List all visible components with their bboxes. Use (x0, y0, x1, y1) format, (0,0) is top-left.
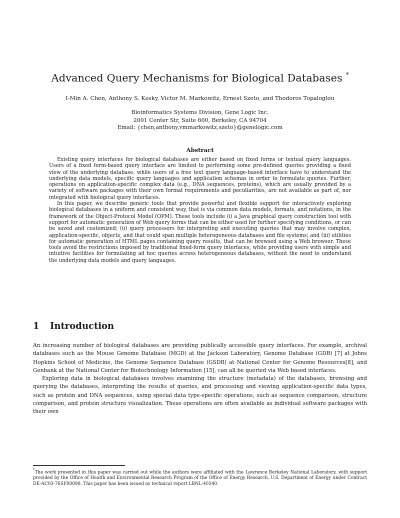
footnote (33, 468, 367, 488)
section-title: Introduction (50, 322, 115, 332)
section-body (33, 342, 367, 417)
paper-title (20, 69, 380, 86)
section-number: 1 (33, 322, 40, 332)
affiliation-line-1: Bioinformatics Systems Division, Gene Logic Inc. (131, 110, 269, 116)
abstract-body (49, 157, 351, 264)
affiliation-line-2: 2001 Center Str, Suite 600, Berkeley, CA 94704 (133, 117, 267, 124)
affiliation-block (20, 110, 380, 133)
paper-title-text: Advanced Query Mechanisms for Biological Databases (51, 72, 343, 85)
abstract-paragraph-1: Existing query interfaces for biological databases are either based on fixed forms or textual query languages. Users of a fixed form-based query interface are limited to performing some pre-defined queries providing a fixed view of the underlying database, while users of a free text query language-based interface have to understand the underlying data models, specific query languages and application schemas in order to formulate queries. Further, operations on application-specific complex data (e.g., DNA sequences, proteins), which are usually provided by a variety of software packages with their own format requirements and peculiarities, are not available as part of, nor integrated with biological query interfaces. (49, 157, 351, 201)
footnote-marker: * (33, 468, 35, 472)
author-list: I-Min A. Chen, Anthony S. Kosky, Victor M. Markowitz, Ernest Szeto, and Thodoros Topaloglou (65, 96, 335, 102)
abstract-heading: Abstract (186, 148, 214, 154)
footnote-text: The work presented in this paper was carried out while the authors were affiliated with the Lawrence Berkeley National Laboratory, with support provided by the Office of Health and Environmental Research Program of the Office of Energy Research, U.S. Department of Energy under Contract DE-AC03-76SF00098. This paper has been issued as technical report LBNL-40340. (33, 470, 367, 488)
affiliation-line-3: Email: {chen,anthony,vmmarkowitz,szeto}@genelogic.com (117, 125, 283, 131)
body-paragraph-2: Exploring data in biological databases involves examining the structure (metadata) of the databases, browsing and querying the databases, interpreting the results of queries, and processing and viewing application-specific data types, such as protein and DNA sequences, using special data type-specific operations, such as sequence comparison, structure comparison, and protein structure visualization. These operations are often available as individual software packages with their own (33, 376, 367, 416)
body-paragraph-1: An increasing number of biological databases are providing publically accessible query interfaces. For example, archival databases such as the Mouse Genome Database (MGD) at the Jackson Laboratory, Genome Database (GDB) [7] at Johns Hopkins School of Medicine, the Genome Sequence Database (GSDB) at National Center for Genome Resources[8], and Genbank at the National Center for Biotechnology Information [15], can all be queried via Web based interfaces. (33, 343, 367, 374)
abstract-paragraph-2: In this paper, we describe generic tools that provide powerful and flexible support for interactively exploring biological databases in a uniform and consistent way, that is via common data models, formats, and notations, in the framework of the Object-Protocol Model (OPM). These tools include (i) a Java graphical query construction tool with support for automatic generation of Web query forms that can be either used for further specifying conditions, or can be saved and customized; (ii) query processors for interpreting and executing queries that may involve complex, application-specific, objects, and that could span multiple heterogeneous databases and file systems; and (iii) utilities for automatic generation of HTML pages containing query results, that can be browsed using a Web browser. These tools avoid the restrictions imposed by traditional fixed-form query interfaces, while providing users with simple and intuitive facilities for formulating ad hoc queries across heterogeneous databases, without the need to understand the underlying data models and query languages. (49, 201, 351, 264)
footnote-divider (33, 465, 125, 466)
section-heading (33, 322, 373, 333)
title-footnote-marker: * (345, 72, 349, 79)
